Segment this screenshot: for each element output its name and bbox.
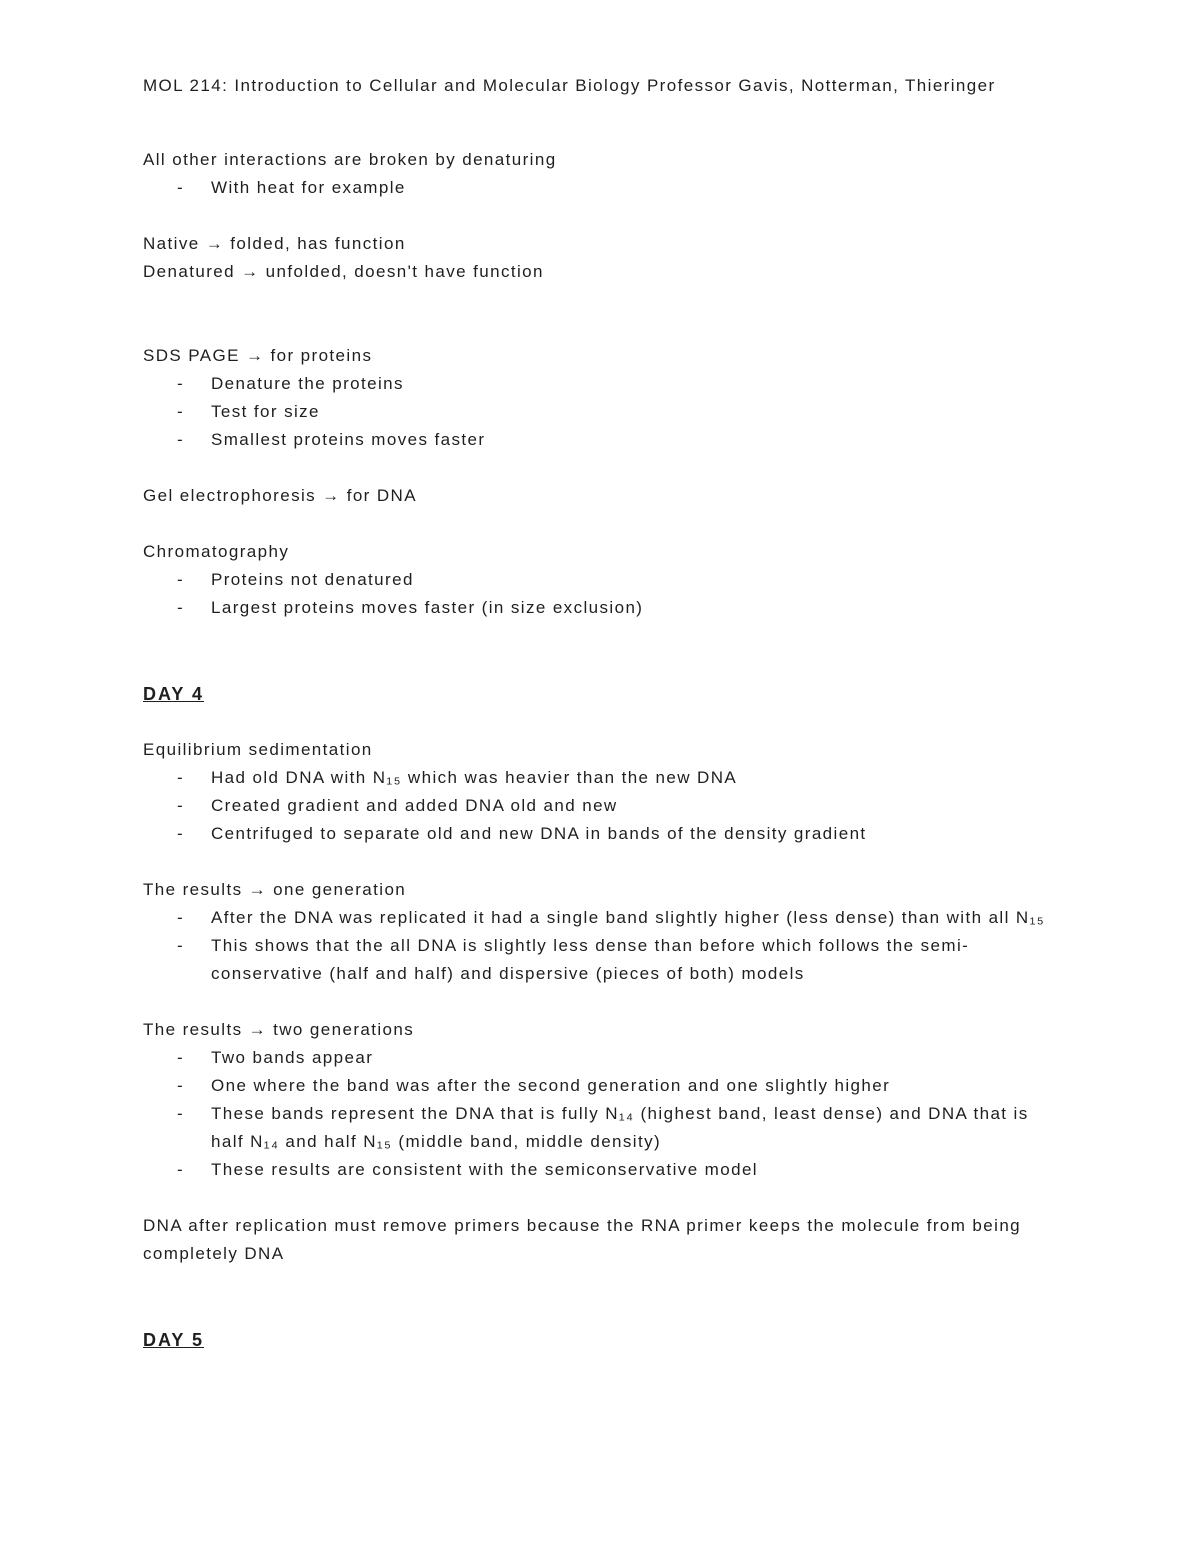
day-4-heading: DAY 4 xyxy=(143,684,205,704)
section-gel-electrophoresis xyxy=(143,482,1057,510)
section-day-5 xyxy=(143,1326,1057,1354)
paragraph-chromatography: Chromatography xyxy=(143,542,290,561)
bullet-item: - Centrifuged to separate old and new DNA in bands of the density gradient xyxy=(211,820,1057,848)
bullet-item: - Largest proteins moves faster (in size exclusion) xyxy=(211,594,1057,622)
day-5-heading: DAY 5 xyxy=(143,1330,205,1350)
paragraph-results-one: The results → one generation xyxy=(143,880,407,899)
section-results-two-generations xyxy=(143,1016,1057,1184)
bullet-item: - Proteins not denatured xyxy=(211,566,1057,594)
section-sds-page xyxy=(143,342,1057,454)
bullet-item: - Had old DNA with N₁₅ which was heavier than the new DNA xyxy=(211,764,1057,792)
paragraph-denaturing: All other interactions are broken by denaturing xyxy=(143,150,557,169)
section-native-denatured xyxy=(143,230,1057,286)
bullet-list xyxy=(143,566,1057,622)
bullet-item: - Created gradient and added DNA old and new xyxy=(211,792,1057,820)
section-denaturing xyxy=(143,146,1057,202)
bullet-item: - These results are consistent with the semiconservative model xyxy=(211,1156,1057,1184)
bullet-list xyxy=(143,174,1057,202)
paragraph-sds-page: SDS PAGE → for proteins xyxy=(143,346,373,365)
paragraph-gel: Gel electrophoresis → for DNA xyxy=(143,486,417,505)
bullet-item: - This shows that the all DNA is slightly less dense than before which follows the semi-conservative (half and half) and dispersive (pieces of both) models xyxy=(211,932,1057,988)
paragraph-equilibrium: Equilibrium sedimentation xyxy=(143,740,373,759)
bullet-item: - With heat for example xyxy=(211,174,1057,202)
bullet-item: - Test for size xyxy=(211,398,1057,426)
bullet-item: - After the DNA was replicated it had a single band slightly higher (less dense) than with all N₁₅ xyxy=(211,904,1057,932)
section-chromatography xyxy=(143,538,1057,622)
section-results-one-generation xyxy=(143,876,1057,988)
bullet-list xyxy=(143,370,1057,454)
section-primers xyxy=(143,1212,1057,1268)
bullet-list xyxy=(143,904,1057,988)
bullet-item: - Denature the proteins xyxy=(211,370,1057,398)
section-day-4 xyxy=(143,680,1057,708)
line-denatured: Denatured → unfolded, doesn't have function xyxy=(143,262,544,281)
paragraph-results-two: The results → two generations xyxy=(143,1020,415,1039)
bullet-item: - Two bands appear xyxy=(211,1044,1057,1072)
bullet-list xyxy=(143,764,1057,848)
bullet-item: - Smallest proteins moves faster xyxy=(211,426,1057,454)
line-native: Native → folded, has function xyxy=(143,234,406,253)
bullet-item: - One where the band was after the second generation and one slightly higher xyxy=(211,1072,1057,1100)
bullet-list xyxy=(143,1044,1057,1184)
paragraph-primers: DNA after replication must remove primers because the RNA primer keeps the molecule from being completely DNA xyxy=(143,1216,1022,1263)
bullet-item: - These bands represent the DNA that is fully N₁₄ (highest band, least dense) and DNA that is half N₁₄ and half N₁₅ (middle band, middle density) xyxy=(211,1100,1057,1156)
section-equilibrium-sedimentation xyxy=(143,736,1057,848)
course-header: MOL 214: Introduction to Cellular and Molecular Biology Professor Gavis, Notterman, Thieringer xyxy=(143,76,996,95)
